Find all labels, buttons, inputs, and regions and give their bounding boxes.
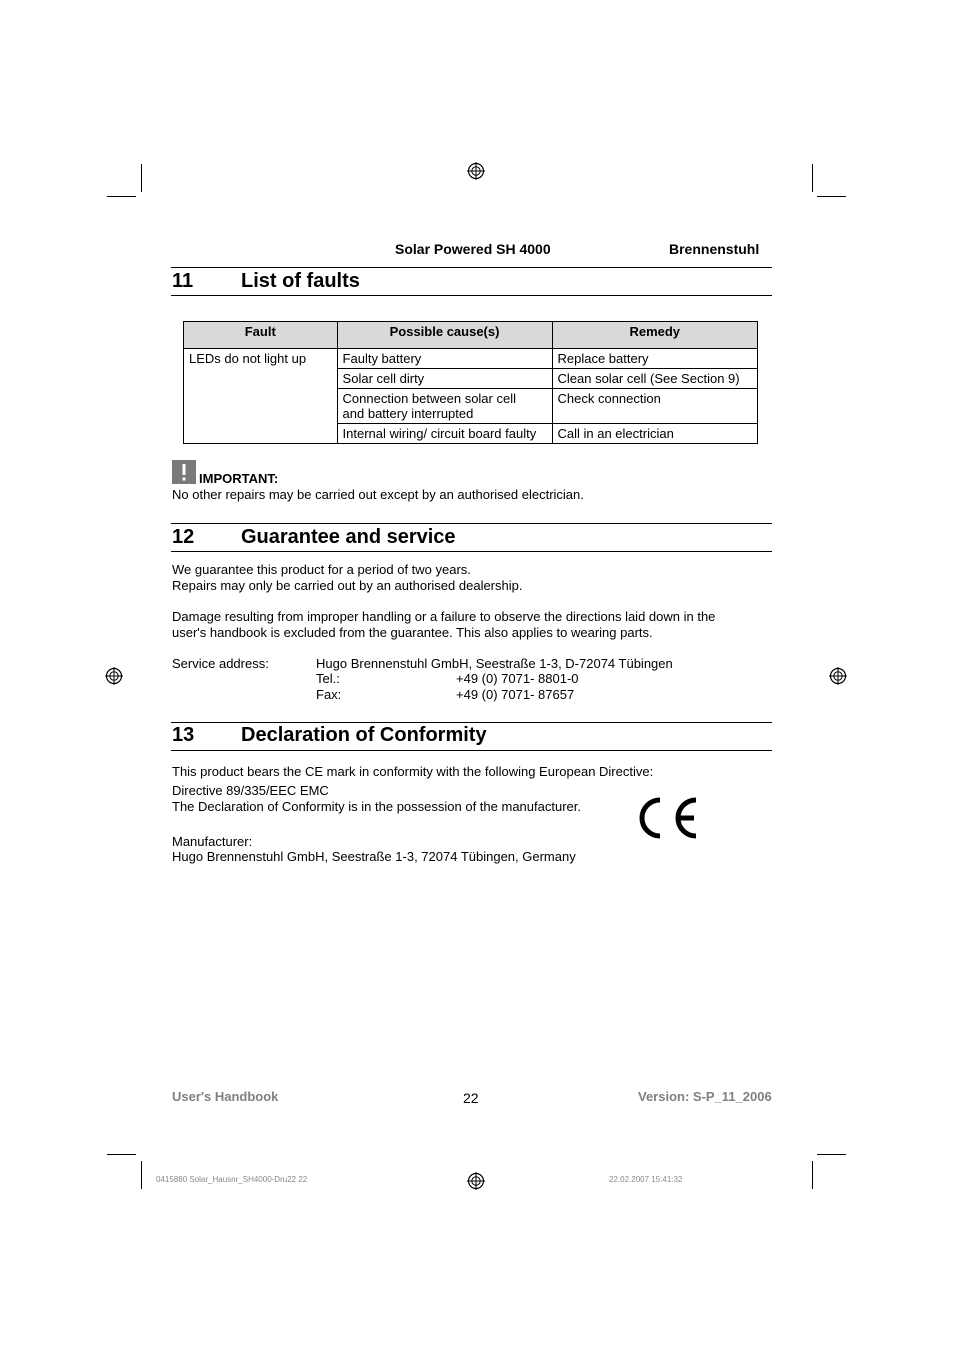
section-title: List of faults [241, 270, 360, 292]
section-13-heading [172, 724, 487, 747]
section-number: 11 [172, 270, 194, 292]
manufacturer-label: Manufacturer: [172, 834, 253, 849]
cause-line: and battery interrupted [342, 406, 474, 421]
registration-mark-icon [467, 1172, 485, 1190]
section-rule [171, 295, 772, 296]
important-text: No other repairs may be carried out except by an authorised electrician. [172, 487, 584, 502]
slug-date: 22.02.2007 15:41:32 [609, 1175, 683, 1184]
section-rule [171, 750, 772, 751]
tel-value: +49 (0) 7071- 8801-0 [456, 671, 579, 686]
section-rule [171, 523, 772, 524]
section-12-heading [172, 526, 456, 549]
section-11-heading [172, 270, 360, 293]
crop-mark [141, 164, 142, 192]
crop-mark [107, 1154, 136, 1155]
possession-text: The Declaration of Conformity is in the possession of the manufacturer. [172, 799, 581, 814]
fax-label: Fax: [316, 687, 342, 702]
crop-mark [141, 1161, 142, 1189]
cause-cell [337, 389, 552, 424]
header-brand: Brennenstuhl [669, 241, 760, 257]
exclamation-icon [172, 460, 196, 484]
section-number: 13 [172, 724, 195, 746]
directive-text: Directive 89/335/EEC EMC [172, 783, 329, 798]
column-header: Possible cause(s) [337, 322, 552, 349]
page-number: 22 [463, 1090, 479, 1106]
section-title: Declaration of Conformity [241, 724, 487, 746]
column-header: Fault [184, 322, 338, 349]
table-row [184, 349, 758, 369]
text-line: Repairs may only be carried out by an authorised dealership. [172, 577, 523, 593]
text-line: We guarantee this product for a period of two years. [172, 562, 471, 577]
text-line: Damage resulting from improper handling or a failure to observe the directions laid down in the [172, 609, 716, 624]
section-title: Guarantee and service [241, 526, 456, 548]
damage-paragraph [172, 609, 715, 640]
crop-mark [107, 196, 136, 197]
fax-value: +49 (0) 7071- 87657 [456, 687, 575, 702]
faults-table [183, 321, 758, 444]
crop-mark [817, 1154, 846, 1155]
section-rule [171, 722, 772, 723]
registration-mark-icon [829, 667, 847, 685]
cause-cell: Solar cell dirty [337, 369, 552, 389]
ce-mark-icon [634, 794, 700, 842]
tel-label: Tel.: [316, 671, 340, 686]
service-label: Service address: [172, 656, 269, 671]
registration-mark-icon [105, 667, 123, 685]
remedy-cell: Call in an electrician [552, 424, 758, 444]
conformity-intro: This product bears the CE mark in conformity with the following European Directive: [172, 764, 654, 779]
cause-line: Connection between solar cell [342, 391, 516, 406]
cause-cell: Internal wiring/ circuit board faulty [337, 424, 552, 444]
table-header-row [184, 322, 758, 349]
section-rule [171, 267, 772, 268]
remedy-cell: Clean solar cell (See Section 9) [552, 369, 758, 389]
header-product: Solar Powered SH 4000 [395, 241, 551, 257]
cause-cell: Faulty battery [337, 349, 552, 369]
slug-file: 0415880 Solar_Hausnr_SH4000-Dru22 22 [156, 1175, 308, 1184]
text-line: user's handbook is excluded from the guarantee. This also applies to wearing parts. [172, 624, 653, 640]
section-number: 12 [172, 526, 195, 548]
crop-mark [817, 196, 846, 197]
service-address: Hugo Brennenstuhl GmbH, Seestraße 1-3, D-72074 Tübingen [316, 656, 673, 671]
remedy-cell: Check connection [552, 389, 758, 424]
footer-right: Version: S-P_11_2006 [638, 1089, 772, 1104]
fault-cell: LEDs do not light up [184, 349, 338, 444]
guarantee-paragraph [172, 562, 522, 593]
footer-left: User's Handbook [172, 1089, 279, 1104]
section-rule [171, 551, 772, 552]
remedy-cell: Replace battery [552, 349, 758, 369]
important-label: IMPORTANT: [199, 471, 279, 486]
column-header: Remedy [552, 322, 758, 349]
registration-mark-icon [467, 162, 485, 180]
crop-mark [812, 1161, 813, 1189]
manufacturer-text: Hugo Brennenstuhl GmbH, Seestraße 1-3, 72074 Tübingen, Germany [172, 849, 576, 864]
crop-mark [812, 164, 813, 192]
